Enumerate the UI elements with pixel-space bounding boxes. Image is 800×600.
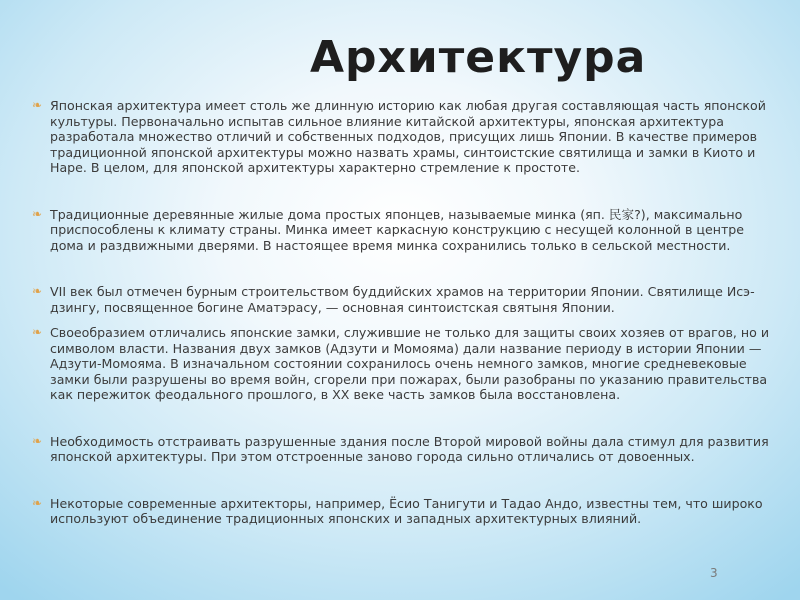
bullet-icon: ❧	[32, 325, 43, 339]
slide-body	[28, 98, 770, 527]
paragraph-castles	[28, 325, 770, 403]
paragraph-text: Необходимость отстраивать разрушенные здания после Второй мировой войны дала стимул для развития японской архитектуры. При этом отстроенные заново города сильно отличались от довоенных.	[50, 433, 769, 464]
paragraph-text: Японская архитектура имеет столь же длинную историю как любая другая составляющая часть японской культуры. Первоначально испытав сильное влияние китайской архитектуры, японская архитектура разработала множество отличий и собственных подходов, присущих лишь Японии. В качестве примеров традиционной японской архитектуры можно назвать храмы, синтоистские святилища и замки в Киото и Наре. В целом, для японской архитектуры характерно стремление к простоте.	[50, 98, 766, 175]
bullet-icon: ❧	[32, 98, 43, 112]
paragraph-postwar	[28, 434, 770, 465]
bullet-icon: ❧	[32, 495, 43, 510]
paragraph-text: VII век был отмечен бурным строительством буддийских храмов на территории Японии. Святилище Исэ-дзингу, посвященное богине Аматэрасу, — основная синтоистская святыня Японии.	[50, 284, 755, 315]
paragraph-intro	[28, 98, 770, 176]
bullet-icon: ❧	[32, 206, 43, 221]
paragraph-temples	[28, 284, 770, 315]
paragraph-text: Своеобразием отличались японские замки, служившие не только для защиты своих хозяев от врагов, но и символом власти. Названия двух замков (Адзути и Момояма) дали название периоду в истории Японии — Адзути-Момояма. В изначальном состоянии сохранилось очень немного замков, многие средневековые замки были разрушены во время войн, сгорели при пожарах, были разобраны по указанию правительства как пережиток феодального прошлого, в XX веке часть замков была восстановлена.	[50, 325, 770, 402]
paragraph-text: Некоторые современные архитекторы, например, Ёсио Танигути и Тадао Андо, известны тем, что широко используют объединение традиционных японских и западных архитектурных влияний.	[50, 495, 763, 526]
paragraph-text: Традиционные деревянные жилые дома простых японцев, называемые минка (яп. 民家?), максимально приспособлены к климату страны. Минка имеет каркасную конструкцию с несущей колонной в центре дома и раздвижными дверями. В настоящее время минка сохранились только в сельской местности.	[50, 206, 745, 253]
page-number: 3	[710, 566, 718, 580]
paragraph-modern	[28, 496, 770, 527]
bullet-icon: ❧	[32, 284, 43, 298]
bullet-icon: ❧	[32, 433, 43, 448]
slide-title: Архитектура	[310, 32, 647, 83]
paragraph-minka	[28, 207, 770, 254]
